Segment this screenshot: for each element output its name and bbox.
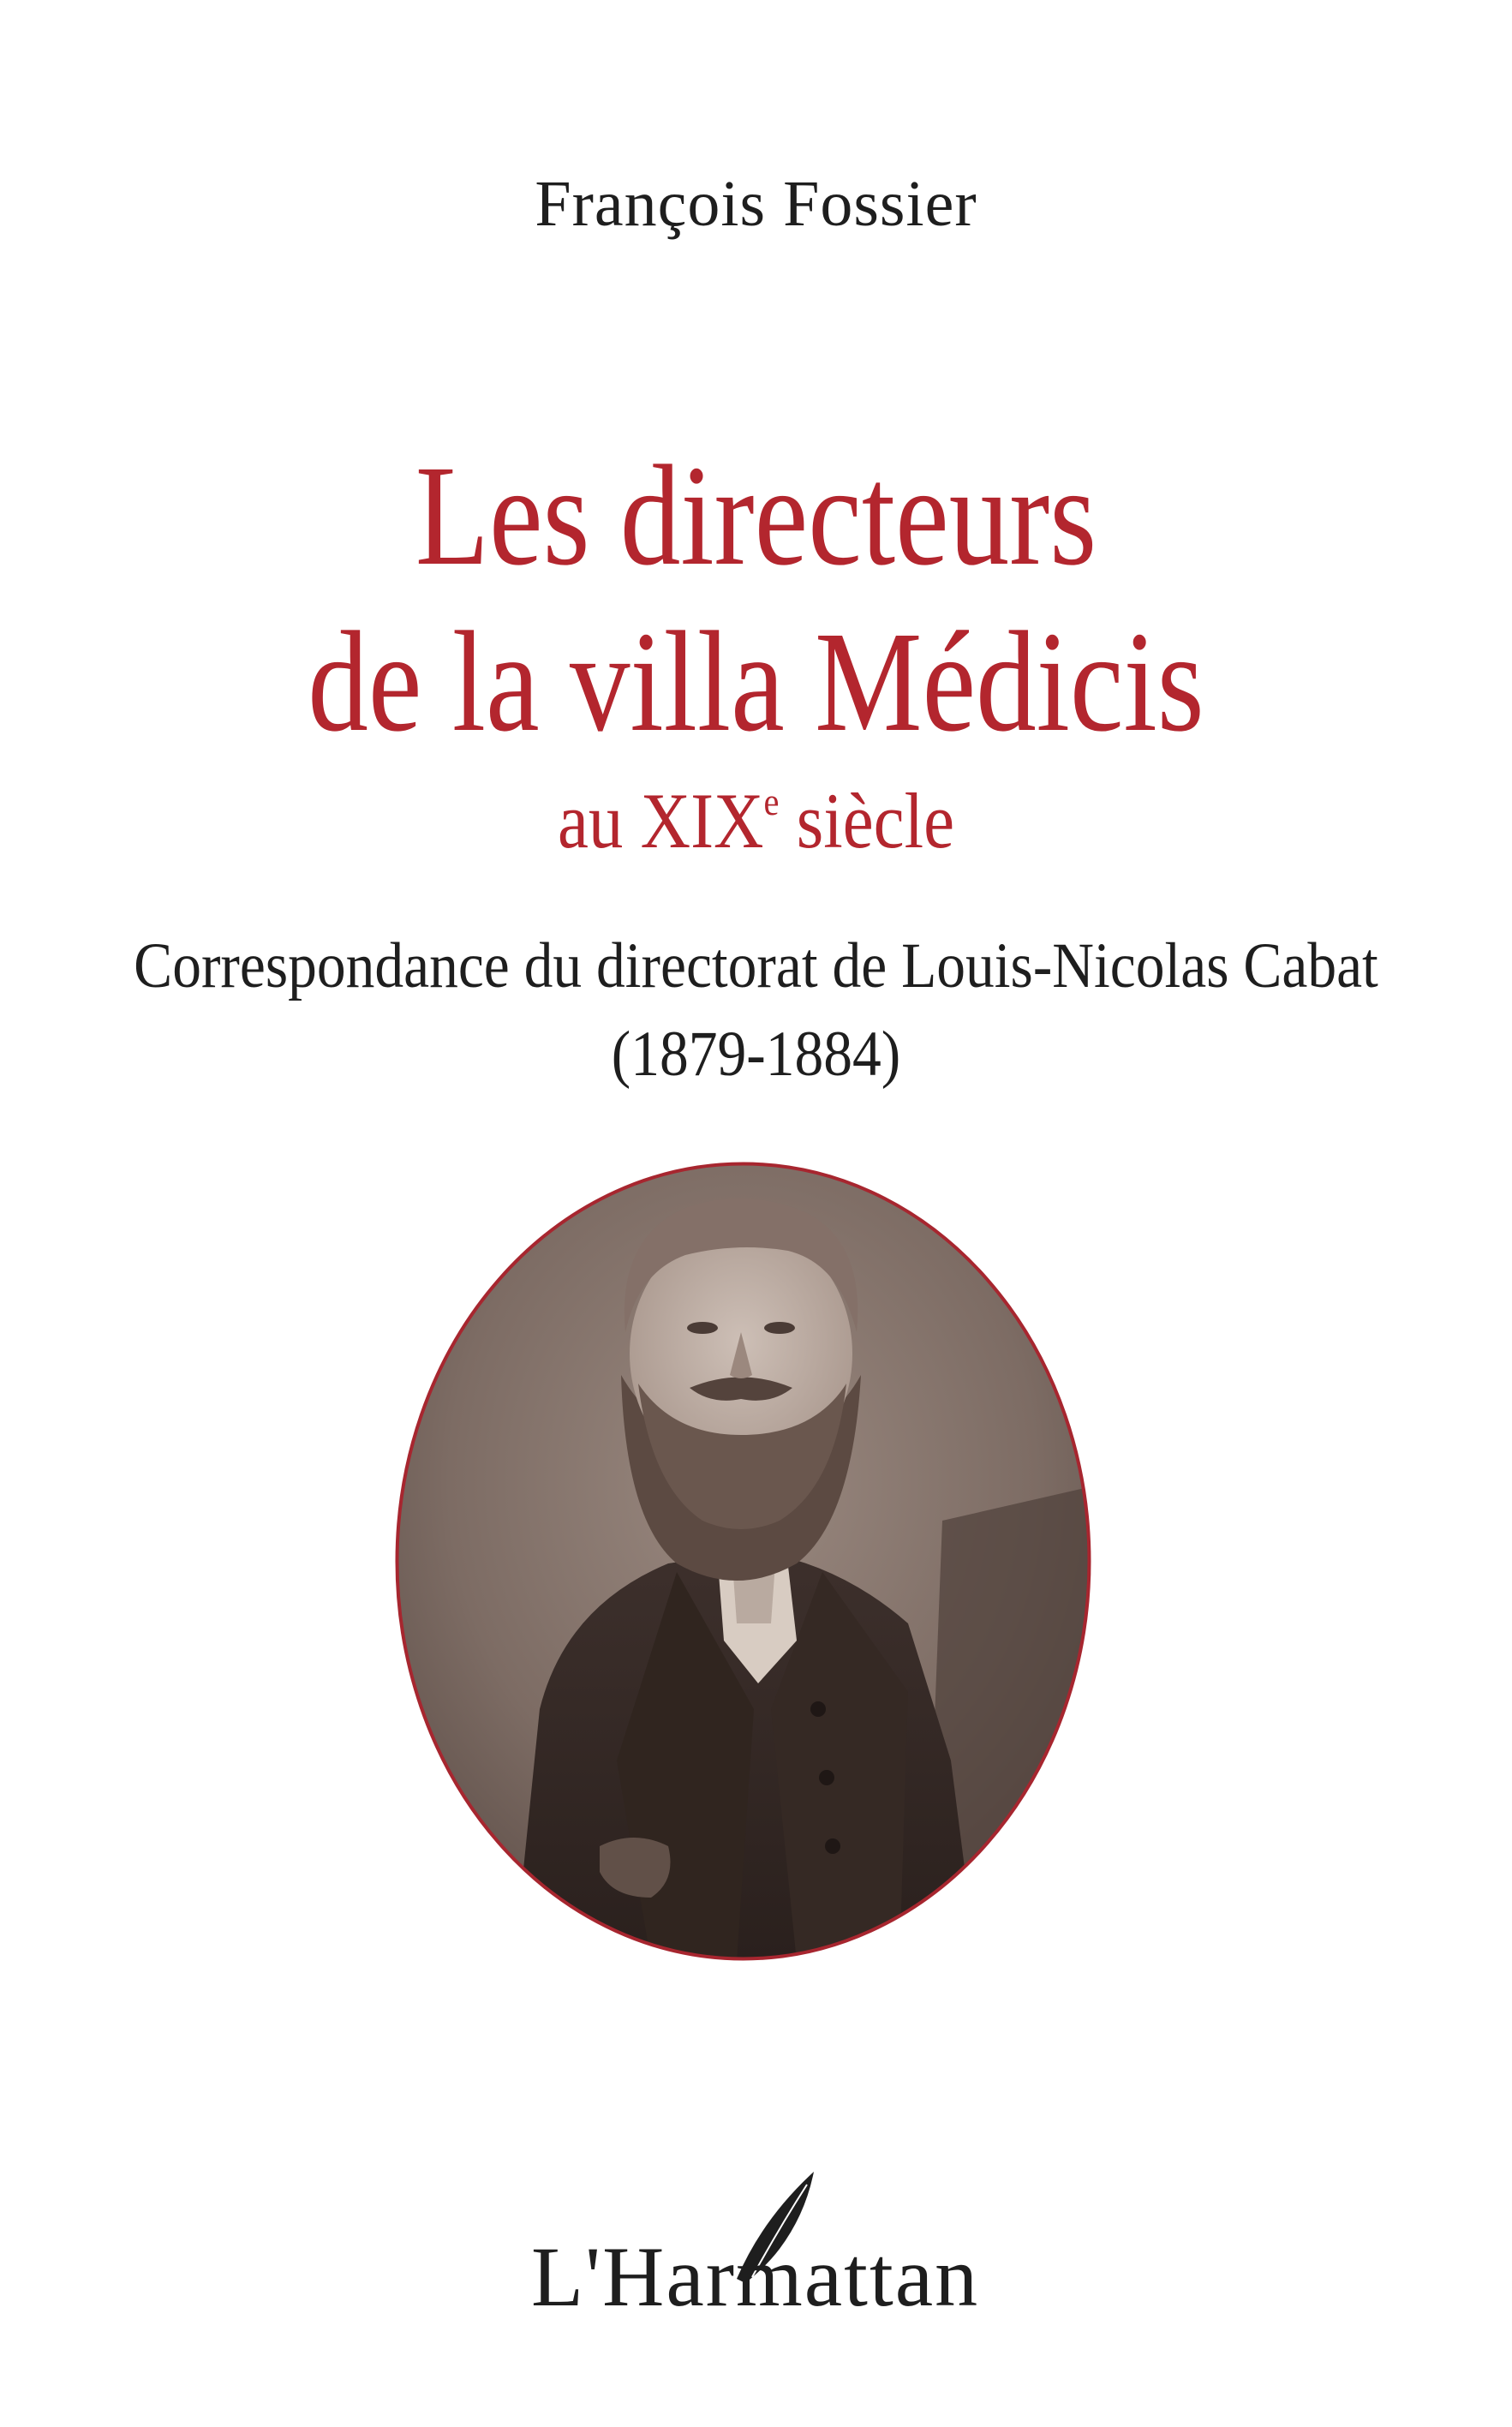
century-line [91, 775, 1421, 866]
subtitle: Correspondance du directorat de Louis-Nicolas Cabat [134, 930, 1378, 1001]
portrait-photograph [394, 1161, 1092, 1962]
title-line-1: Les directeurs [415, 436, 1097, 595]
century-suffix: siècle [779, 777, 955, 864]
century-prefix: au XIX [557, 777, 764, 864]
publisher-name: L'Harmattan [531, 2229, 980, 2324]
author-name: François Fossier [535, 168, 977, 240]
dates: (1879-1884) [611, 1019, 901, 1090]
title-line-2: de la villa Médicis [308, 602, 1204, 762]
publisher-logo [531, 2167, 980, 2324]
century-superscript: e [763, 780, 780, 823]
